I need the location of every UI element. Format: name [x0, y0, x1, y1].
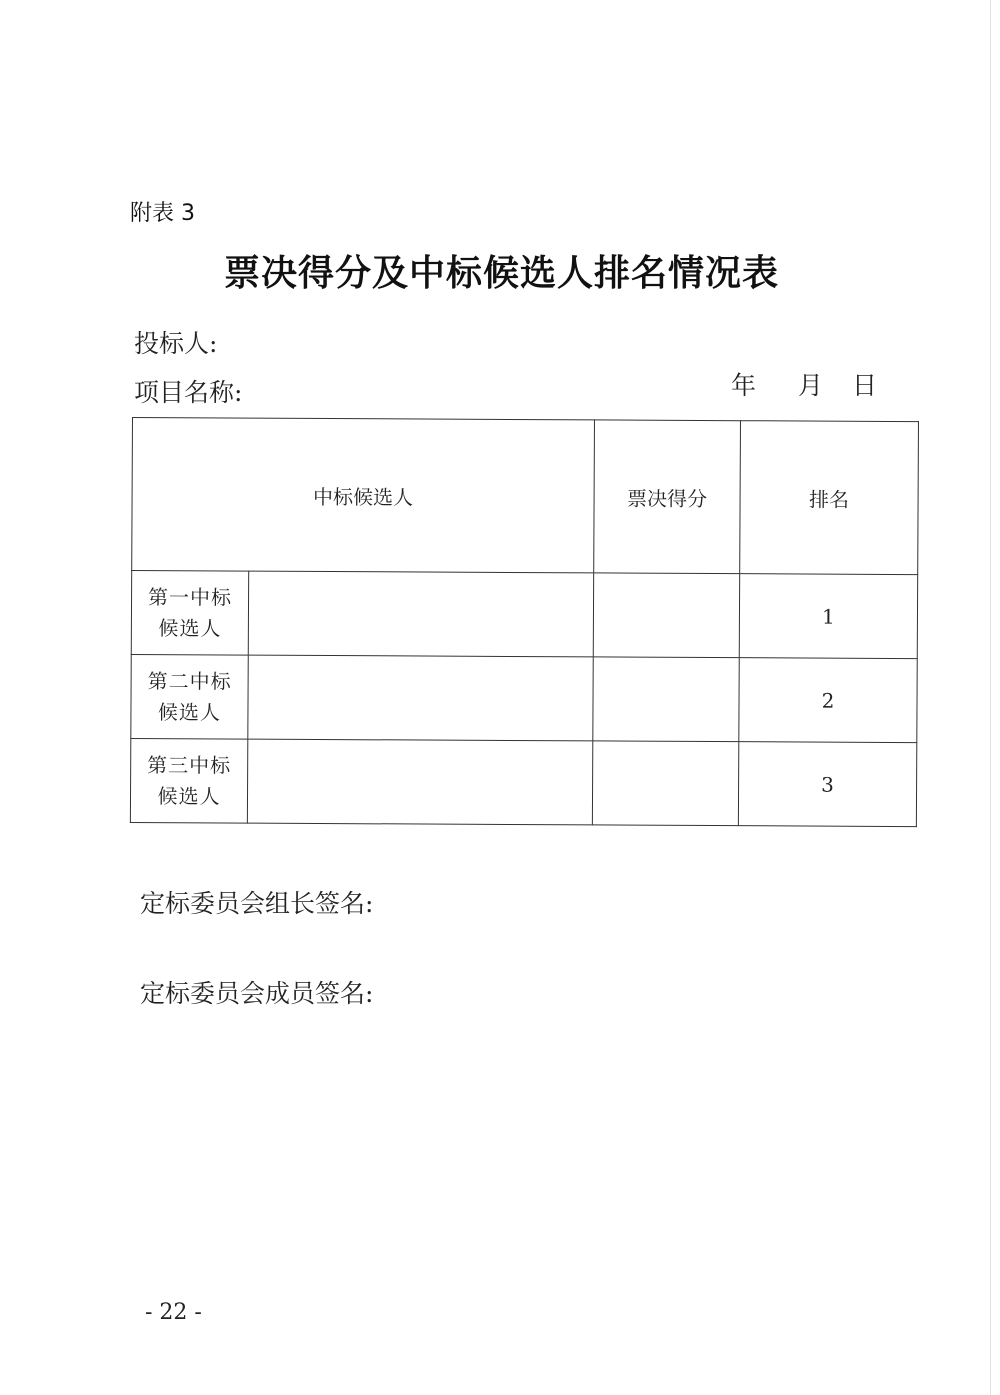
rank-cell: 3 [738, 742, 916, 827]
attachment-label: 附表 3 [130, 201, 195, 226]
table-row [131, 654, 917, 742]
row-label [130, 738, 247, 823]
row-label-text: 第一中标候选人 [147, 584, 233, 640]
row-label [131, 654, 248, 739]
table-row [130, 738, 916, 826]
date-year: 年 [731, 371, 757, 400]
header-rank: 排名 [740, 421, 919, 575]
rank-cell: 1 [739, 574, 917, 659]
header-score: 票决得分 [594, 420, 741, 574]
page-number: - 22 - [145, 1300, 202, 1325]
project-name-label: 项目名称: [134, 378, 243, 407]
table-header-row [132, 418, 919, 575]
row-label-text: 第二中标候选人 [147, 668, 232, 724]
bidder-label: 投标人: [134, 329, 218, 358]
leader-signature-label: 定标委员会组长签名: [140, 889, 374, 918]
row-label-text: 第三中标候选人 [147, 752, 232, 808]
members-signature-label: 定标委员会成员签名: [140, 979, 374, 1008]
candidate-name-cell [248, 655, 593, 741]
rank-cell: 2 [739, 658, 917, 743]
candidate-name-cell [248, 571, 593, 657]
header-candidate: 中标候选人 [132, 418, 595, 573]
candidate-name-cell [247, 739, 592, 825]
ranking-table [130, 417, 919, 827]
date-day: 日 [852, 371, 878, 400]
page-edge [990, 0, 991, 1395]
score-cell [593, 573, 739, 658]
row-label [131, 571, 248, 656]
table-row [131, 571, 917, 659]
date-month: 月 [798, 371, 824, 400]
score-cell [592, 741, 738, 826]
score-cell [593, 657, 739, 742]
page-title: 票决得分及中标候选人排名情况表 [224, 253, 780, 294]
